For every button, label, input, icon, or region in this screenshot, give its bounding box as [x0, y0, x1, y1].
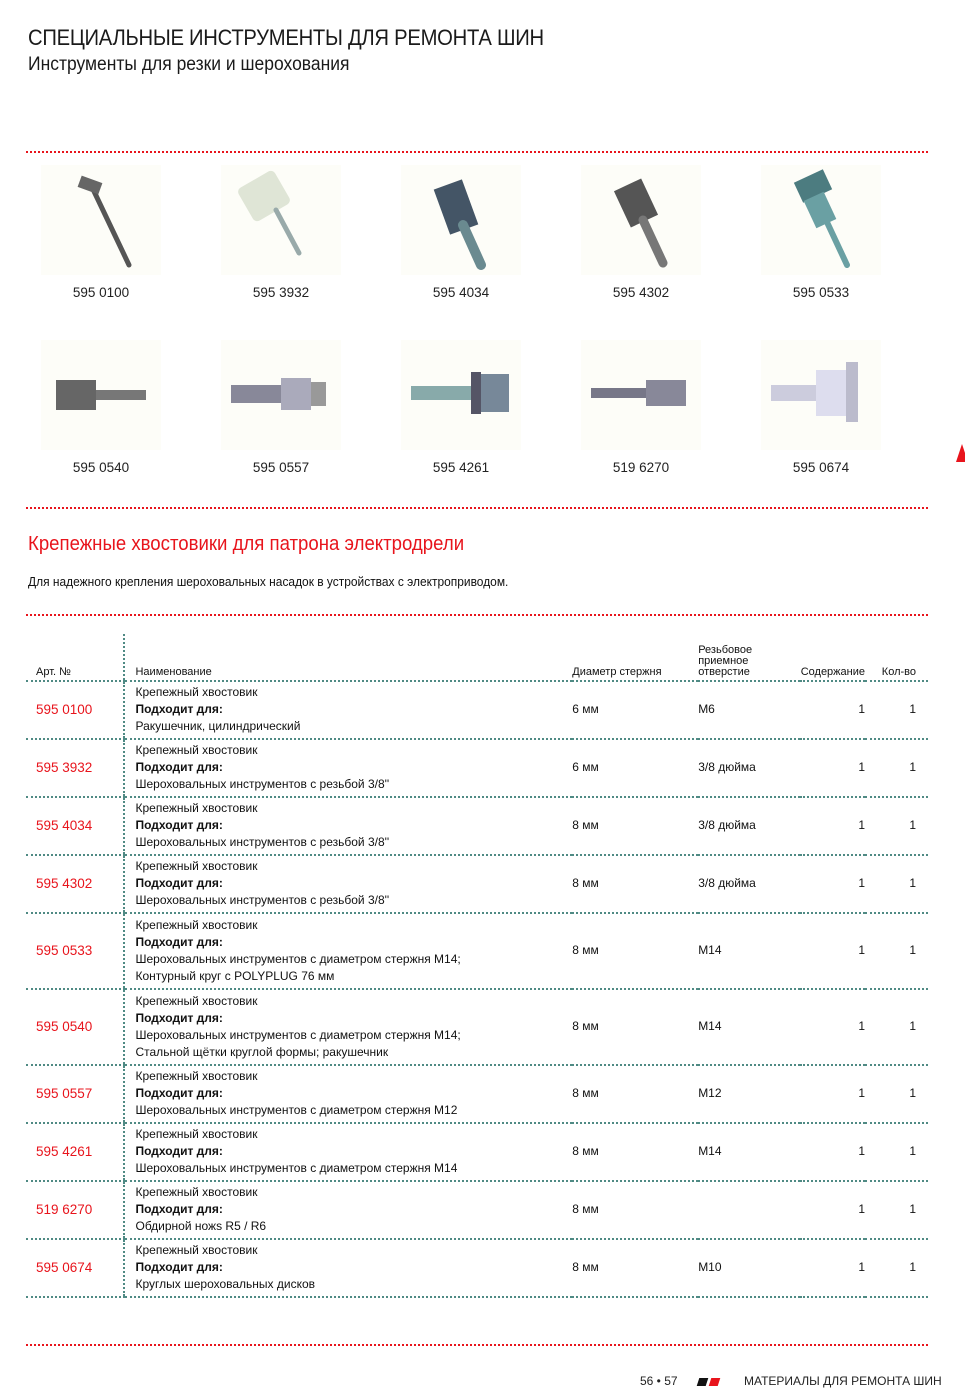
product-tile — [386, 340, 536, 475]
table-row — [26, 989, 928, 1065]
page-edge-marker — [956, 444, 965, 462]
table-row — [26, 681, 928, 739]
product-code: 595 0540 — [72, 460, 130, 475]
product-name: Крепежный хвостовик — [135, 1243, 258, 1257]
article-number: 595 0100 — [26, 681, 124, 739]
product-description — [124, 681, 572, 739]
shank-diameter: 6 мм — [572, 739, 698, 797]
product-code: 595 0557 — [252, 460, 310, 475]
drill-shank-icon — [761, 340, 881, 450]
product-description — [124, 1065, 572, 1123]
divider-section — [26, 614, 928, 616]
product-tile — [746, 340, 896, 475]
fits-for: Круглых шероховальных дисков — [135, 1277, 316, 1291]
section-description: Для надежного крепления шероховальных насадок в устройствах с электроприводом. — [28, 574, 509, 589]
product-tile — [746, 165, 896, 300]
thread-hole: M12 — [698, 1065, 800, 1123]
content-count: 1 — [800, 797, 865, 855]
table-row — [26, 797, 928, 855]
product-tile — [566, 340, 716, 475]
thread-hole: M14 — [698, 989, 800, 1065]
divider-gallery-bottom — [26, 507, 928, 509]
product-description — [124, 1123, 572, 1181]
shank-diameter: 8 мм — [572, 1181, 698, 1239]
fits-for: Шероховальных инструментов с диаметром стержня M14 — [135, 1161, 458, 1175]
fits-for: Шероховальных инструментов с резьбой 3/8'' — [135, 893, 390, 907]
shank-diameter: 8 мм — [572, 1065, 698, 1123]
quantity: 1 — [865, 681, 928, 739]
fits-label: Подходит для: — [135, 1260, 223, 1274]
table-row — [26, 739, 928, 797]
product-name: Крепежный хвостовик — [135, 993, 258, 1008]
fits-label: Подходит для: — [135, 1010, 223, 1025]
brand-logo-black-bar — [697, 1378, 709, 1386]
table-row — [26, 913, 928, 989]
article-number: 595 0533 — [26, 913, 124, 989]
thread-hole: M10 — [698, 1239, 800, 1297]
brand-logo-red-bar — [709, 1378, 721, 1386]
section-title: Крепежные хвостовики для патрона электродрели — [28, 533, 465, 555]
products-table — [26, 634, 928, 1298]
fits-for: Шероховальных инструментов с резьбой 3/8'' — [135, 835, 390, 849]
quantity: 1 — [865, 1123, 928, 1181]
fits-for-extra: Стальной щётки круглой формы; ракушечник — [135, 1044, 389, 1059]
drill-shank-icon — [581, 340, 701, 450]
fits-label: Подходит для: — [135, 876, 223, 890]
thread-hole: M6 — [698, 681, 800, 739]
thread-hole: 3/8 дюйма — [698, 797, 800, 855]
quantity: 1 — [865, 913, 928, 989]
quantity: 1 — [865, 989, 928, 1065]
product-name: Крепежный хвостовик — [135, 801, 258, 815]
content-count: 1 — [800, 1065, 865, 1123]
product-description — [124, 855, 572, 913]
article-number: 595 4302 — [26, 855, 124, 913]
article-number: 595 4034 — [26, 797, 124, 855]
content-count: 1 — [800, 913, 865, 989]
article-number: 595 4261 — [26, 1123, 124, 1181]
product-name: Крепежный хвостовик — [135, 1185, 258, 1199]
header-diameter: Диаметр стержня — [572, 634, 698, 681]
content-count: 1 — [800, 1123, 865, 1181]
product-code: 595 0533 — [792, 285, 850, 300]
product-tile — [206, 165, 356, 300]
product-code: 595 0100 — [72, 285, 130, 300]
header-thread — [698, 634, 800, 681]
table-row — [26, 1123, 928, 1181]
table-row — [26, 1181, 928, 1239]
article-number: 595 0557 — [26, 1065, 124, 1123]
fits-for: Шероховальных инструментов с резьбой 3/8'' — [135, 777, 390, 791]
article-number: 595 0674 — [26, 1239, 124, 1297]
shank-diameter: 8 мм — [572, 797, 698, 855]
fits-label: Подходит для: — [135, 934, 223, 949]
fits-label: Подходит для: — [135, 818, 223, 832]
fits-label: Подходит для: — [135, 760, 223, 774]
header-content: Содержание — [800, 634, 865, 681]
fits-for: Ракушечник, цилиндрический — [135, 719, 301, 733]
header-thread-line-3: отверстие — [698, 666, 750, 678]
product-code: 519 6270 — [612, 460, 670, 475]
drill-shank-icon — [221, 165, 341, 275]
table-row — [26, 855, 928, 913]
divider-bottom — [26, 1344, 928, 1346]
fits-label: Подходит для: — [135, 1144, 223, 1158]
thread-hole — [698, 1181, 800, 1239]
content-count: 1 — [800, 739, 865, 797]
header-thread-line-2: приемное — [698, 655, 749, 667]
drill-shank-icon — [401, 165, 521, 275]
product-tile — [386, 165, 536, 300]
shank-diameter: 8 мм — [572, 989, 698, 1065]
thread-hole: M14 — [698, 913, 800, 989]
drill-shank-icon — [401, 340, 521, 450]
product-name: Крепежный хвостовик — [135, 859, 258, 873]
product-description — [124, 989, 572, 1065]
product-tile — [206, 340, 356, 475]
drill-shank-icon — [41, 340, 161, 450]
article-number: 595 0540 — [26, 989, 124, 1065]
product-code: 595 4302 — [612, 285, 670, 300]
product-tile — [26, 340, 176, 475]
drill-shank-icon — [581, 165, 701, 275]
product-description — [124, 913, 572, 989]
product-name: Крепежный хвостовик — [135, 685, 258, 699]
product-tile — [26, 165, 176, 300]
fits-label: Подходит для: — [135, 1202, 223, 1216]
divider-top — [26, 151, 928, 153]
product-code: 595 4034 — [432, 285, 490, 300]
article-number: 595 3932 — [26, 739, 124, 797]
fits-label: Подходит для: — [135, 1086, 223, 1100]
quantity: 1 — [865, 855, 928, 913]
content-count: 1 — [800, 855, 865, 913]
shank-diameter: 8 мм — [572, 1123, 698, 1181]
fits-for: Обдирной ножs R5 / R6 — [135, 1219, 267, 1233]
content-count: 1 — [800, 681, 865, 739]
drill-shank-icon — [41, 165, 161, 275]
page-subtitle: Инструменты для резки и шерохования — [28, 54, 350, 75]
table-row — [26, 1239, 928, 1297]
product-description — [124, 797, 572, 855]
product-description — [124, 1181, 572, 1239]
content-count: 1 — [800, 989, 865, 1065]
fits-for-extra: Контурный круг с POLYPLUG 76 мм — [135, 968, 335, 983]
product-code: 595 0674 — [792, 460, 850, 475]
shank-diameter: 8 мм — [572, 855, 698, 913]
product-description — [124, 1239, 572, 1297]
table-row — [26, 1065, 928, 1123]
quantity: 1 — [865, 1239, 928, 1297]
quantity: 1 — [865, 739, 928, 797]
shank-diameter: 8 мм — [572, 913, 698, 989]
fits-label: Подходит для: — [135, 702, 223, 716]
quantity: 1 — [865, 1065, 928, 1123]
header-name: Наименование — [124, 634, 572, 681]
thread-hole: 3/8 дюйма — [698, 739, 800, 797]
table-header-row — [26, 634, 928, 681]
quantity: 1 — [865, 797, 928, 855]
product-tile — [566, 165, 716, 300]
product-code: 595 4261 — [432, 460, 490, 475]
product-code: 595 3932 — [252, 285, 310, 300]
thread-hole: 3/8 дюйма — [698, 855, 800, 913]
product-name: Крепежный хвостовик — [135, 743, 258, 757]
article-number: 519 6270 — [26, 1181, 124, 1239]
product-name: Крепежный хвостовик — [135, 1127, 258, 1141]
fits-for: Шероховальных инструментов с диаметром стержня M14; — [135, 951, 461, 966]
drill-shank-icon — [221, 340, 341, 450]
product-description — [124, 739, 572, 797]
header-art: Арт. № — [26, 634, 124, 681]
product-name: Крепежный хвостовик — [135, 1069, 258, 1083]
drill-shank-icon — [761, 165, 881, 275]
shank-diameter: 6 мм — [572, 681, 698, 739]
fits-for: Шероховальных инструментов с диаметром стержня M14; — [135, 1027, 461, 1042]
page-numbers: 56 • 57 — [640, 1374, 678, 1388]
content-count: 1 — [800, 1181, 865, 1239]
header-thread-line-1: Резьбовое — [698, 644, 753, 656]
content-count: 1 — [800, 1239, 865, 1297]
quantity: 1 — [865, 1181, 928, 1239]
header-qty: Кол-во — [865, 634, 928, 681]
fits-for: Шероховальных инструментов с диаметром стержня M12 — [135, 1103, 458, 1117]
shank-diameter: 8 мм — [572, 1239, 698, 1297]
product-name: Крепежный хвостовик — [135, 917, 258, 932]
footer-section-title: МАТЕРИАЛЫ ДЛЯ РЕМОНТА ШИН — [744, 1374, 942, 1388]
thread-hole: M14 — [698, 1123, 800, 1181]
page-title: СПЕЦИАЛЬНЫЕ ИНСТРУМЕНТЫ ДЛЯ РЕМОНТА ШИН — [28, 25, 544, 50]
